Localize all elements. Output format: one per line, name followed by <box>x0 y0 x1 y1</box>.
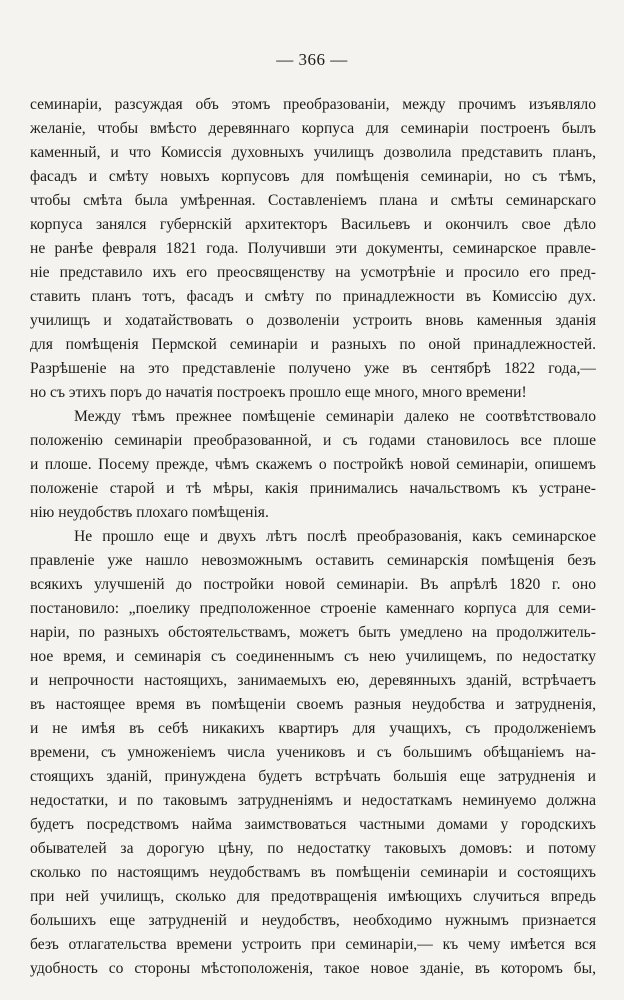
text-line: корпуса занялся губернскій архитекторъ Васильевъ и окончилъ свое дѣло <box>30 216 596 233</box>
page-number: — 366 — <box>276 50 348 69</box>
text-line: ставить планъ тотъ, фасадъ и смѣту по принадлежности въ Комиссію дух. <box>30 288 596 305</box>
text-line: постановило: „поелику предположенное строеніе каменнаго корпуса для семи- <box>30 600 596 617</box>
text-line: удобность со стороны мѣстоположенія, такое новое зданіе, въ которомъ бы, <box>30 960 596 977</box>
text-line: Между тѣмъ прежнее помѣщеніе семинаріи далеко не соотвѣтствовало <box>74 408 596 425</box>
text-line: въ настоящее время въ помѣщеніи своемъ разныя неудобства и затрудненія, <box>30 696 596 713</box>
text-line: Не прошло еще и двухъ лѣтъ послѣ преобразованія, какъ семинарское <box>74 528 596 545</box>
text-line: для помѣщенія Пермской семинаріи и разныхъ по оной принадлежностей. <box>30 336 596 353</box>
paragraph <box>30 93 596 405</box>
text-line: стоящихъ зданій, принуждена будетъ встрѣчать большія еще затрудненія и <box>30 768 596 785</box>
page-body-text <box>30 93 596 981</box>
text-line: при ней училищъ, сколько для предотвращенія имѣющихъ случиться впредь <box>30 888 596 905</box>
paragraph <box>30 405 596 525</box>
text-line: училищъ и ходатайствовать о дозволеніи устроить вновь каменныя зданія <box>30 312 596 329</box>
text-line: безъ отлагательства времени устроить при семинаріи,— къ чему имѣется вся <box>30 936 596 953</box>
text-line: положеніе старой и тѣ мѣры, какія принимались начальствомъ къ устране- <box>30 480 596 497</box>
text-line: не ранѣе февраля 1821 года. Получивши эти документы, семинарское правле- <box>30 240 596 257</box>
text-line: но съ этихъ поръ до начатія построекъ прошло еще много, много времени! <box>30 384 527 401</box>
text-line: фасадъ и смѣту новыхъ корпусовъ для помѣщенія семинаріи, но съ тѣмъ, <box>30 168 596 185</box>
text-line: ніе представило ихъ его преосвященству на усмотрѣніе и просило его пред- <box>30 264 596 281</box>
paragraph <box>30 525 596 981</box>
text-line: Разрѣшеніе на это представленіе получено уже въ сентябрѣ 1822 года,— <box>30 360 596 377</box>
text-line: всякихъ улучшеній до постройки новой семинаріи. Въ апрѣлѣ 1820 г. оно <box>30 576 596 593</box>
text-line: нію неудобствъ плохаго помѣщенія. <box>30 504 269 521</box>
text-line: сколько по настоящимъ неудобствамъ въ помѣщеніи семинаріи и состоящихъ <box>30 864 596 881</box>
text-line: обывателей за дорогую цѣну, по недостатку таковыхъ домовъ: и потому <box>30 840 596 857</box>
text-line: семинаріи, разсуждая объ этомъ преобразованіи, между прочимъ изъявляло <box>30 96 596 113</box>
text-line: ное время, и семинарія съ соединеннымъ съ нею училищемъ, по недостатку <box>30 648 596 665</box>
text-line: и плоше. Посему прежде, чѣмъ скажемъ о постройкѣ новой семинаріи, опишемъ <box>30 456 596 473</box>
text-line: правленіе уже нашло невозможнымъ оставить семинарскія помѣщенія безъ <box>30 552 596 569</box>
text-line: и не имѣя въ себѣ никакихъ квартиръ для учащихъ, съ продолженіемъ <box>30 720 596 737</box>
text-line: желаніе, чтобы вмѣсто деревяннаго корпуса для семинаріи построенъ былъ <box>30 120 596 137</box>
text-line: большихъ еще затрудненій и неудобствъ, необходимо нужнымъ признается <box>30 912 596 929</box>
text-line: чтобы смѣта была умѣренная. Составленіемъ плана и смѣты семинарскаго <box>30 192 596 209</box>
text-line: положенію семинаріи преобразованной, и съ годами становилось все плоше <box>30 432 596 449</box>
text-line: будетъ посредствомъ найма заимствоваться частными домами у городскихъ <box>30 816 596 833</box>
text-line: недостатки, и по таковымъ затрудненіямъ и недостаткамъ неминуемо должна <box>30 792 596 809</box>
text-line: каменный, и что Комиссія духовныхъ училищъ дозволила представить планъ, <box>30 144 596 161</box>
text-line: наріи, по разныхъ обстоятельствамъ, можетъ быть умедлено на продолжитель- <box>30 624 596 641</box>
text-line: времени, съ умноженіемъ числа учениковъ и съ большимъ обѣщаніемъ на- <box>30 744 596 761</box>
text-line: и непрочности настоящихъ, занимаемыхъ ею, деревянныхъ зданій, встрѣчаетъ <box>30 672 596 689</box>
